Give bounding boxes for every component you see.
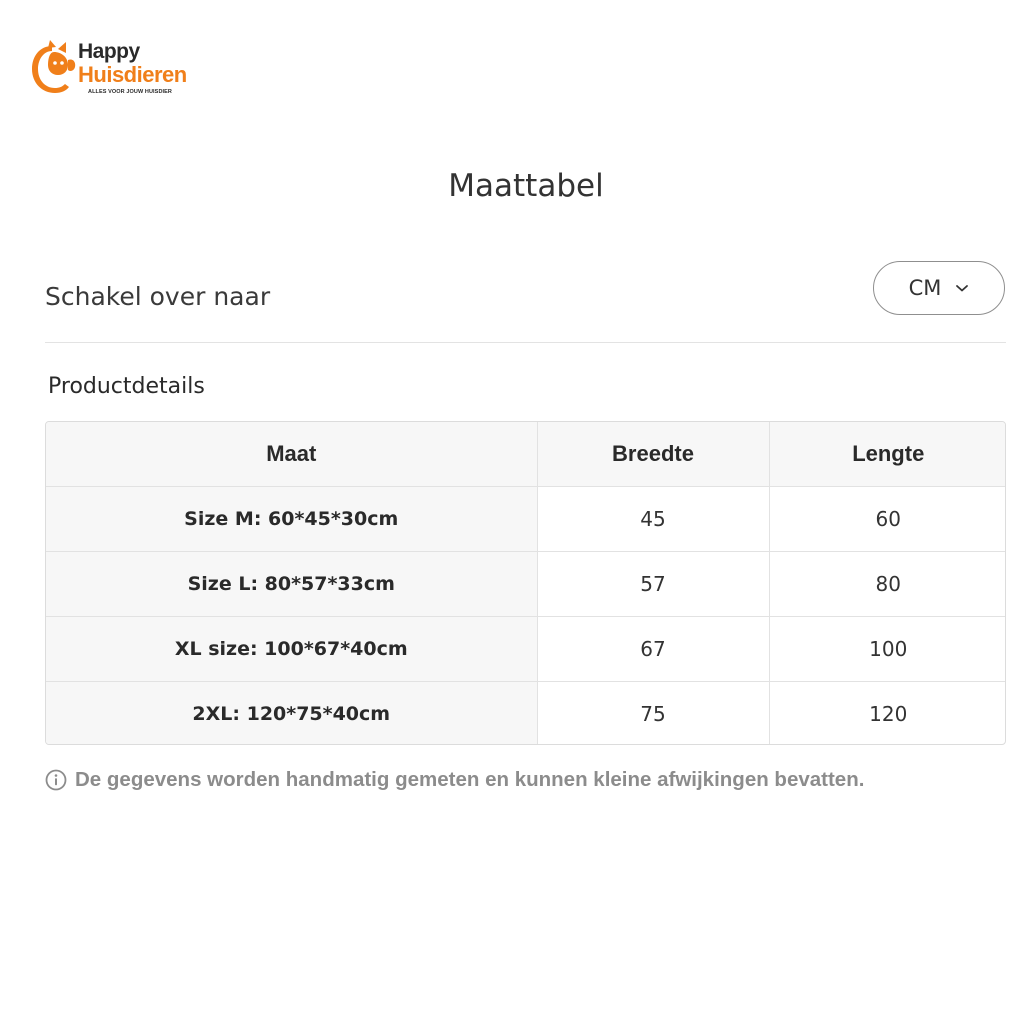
table-row (46, 552, 1006, 617)
brand-logo[interactable] (28, 36, 198, 100)
table-header-row (46, 422, 1006, 487)
table-row (46, 682, 1006, 746)
length-cell: 60 (769, 487, 1006, 552)
product-details-title: Productdetails (48, 374, 205, 399)
cat-and-dog-icon (28, 38, 78, 98)
width-cell: 67 (537, 617, 769, 682)
column-header-length: Lengte (769, 422, 1006, 487)
table-row (46, 487, 1006, 552)
size-table (45, 421, 1006, 745)
width-cell: 75 (537, 682, 769, 746)
size-cell: XL size: 100*67*40cm (46, 617, 537, 682)
brand-name-line2: Huisdieren (78, 62, 187, 87)
measurement-note-text: De gegevens worden handmatig gemeten en kunnen kleine afwijkingen bevatten. (75, 768, 865, 791)
column-header-size: Maat (46, 422, 537, 487)
unit-select-dropdown[interactable] (873, 261, 1005, 315)
table-row (46, 617, 1006, 682)
size-table-grid (46, 422, 1006, 745)
unit-selected-value: CM (908, 276, 942, 300)
chevron-down-icon (955, 283, 969, 293)
size-cell: Size M: 60*45*30cm (46, 487, 537, 552)
measurement-note (45, 768, 864, 792)
length-cell: 100 (769, 617, 1006, 682)
column-header-width: Breedte (537, 422, 769, 487)
info-icon (45, 769, 67, 791)
section-divider (45, 342, 1006, 343)
length-cell: 120 (769, 682, 1006, 746)
page-title: Maattabel (448, 168, 604, 204)
size-cell: 2XL: 120*75*40cm (46, 682, 537, 746)
width-cell: 57 (537, 552, 769, 617)
size-cell: Size L: 80*57*33cm (46, 552, 537, 617)
brand-name-line1: Happy (78, 40, 140, 63)
unit-switch-label: Schakel over naar (45, 282, 271, 311)
brand-tagline: ALLES VOOR JOUW HUISDIER (88, 89, 172, 95)
width-cell: 45 (537, 487, 769, 552)
length-cell: 80 (769, 552, 1006, 617)
